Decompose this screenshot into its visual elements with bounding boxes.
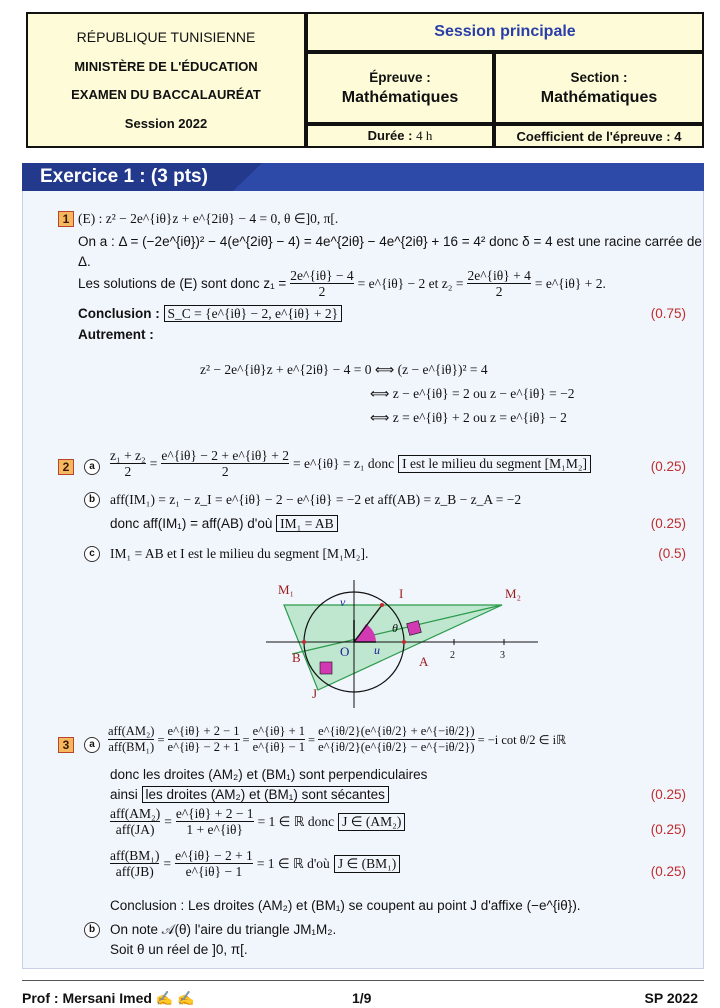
exam-label: EXAMEN DU BACCALAURÉAT (71, 87, 261, 103)
q3a-j2-frac (175, 848, 253, 879)
coefficient-cell: Coefficient de l'épreuve : 4 (496, 126, 702, 146)
label-I: I (399, 586, 404, 601)
q2a-eq: = (149, 455, 158, 471)
q2a-den: 2 (110, 463, 146, 479)
q3a-f3 (318, 724, 474, 755)
label-v: v (340, 595, 346, 609)
republic-label: RÉPUBLIQUE TUNISIENNE (76, 28, 256, 45)
q2c-score: (0.5) (658, 546, 686, 561)
q3a-boxed-secantes: les droites (AM₂) et (BM₁) sont sécantes (142, 786, 389, 803)
q3a-j1-num: aff(AM₂) (110, 806, 161, 821)
label-J: J (312, 686, 318, 701)
section-value: Mathématiques (540, 88, 658, 106)
q3a-j1-den: aff(JA) (110, 821, 160, 837)
q1-sol-pre: Les solutions de (E) sont donc z₁ = (78, 275, 287, 291)
q3a-j2-box: J ∈ (BM₁) (334, 855, 400, 873)
point-I (380, 603, 384, 607)
epreuve-value: Mathématiques (341, 88, 459, 106)
q3a-line3 (110, 787, 389, 803)
z1-den: 2 (290, 283, 353, 299)
label-u: u (374, 643, 380, 657)
point-A (402, 640, 406, 644)
z2-num: 2e^{iθ} + 4 (467, 268, 531, 283)
q3a-conclusion: Conclusion : Les droites (AM₂) et (BM₁) se coupent au point J d'affixe (−e^{iθ}). (110, 898, 581, 913)
q3a-j2-lhs (110, 848, 159, 879)
q3a-j1-f-num: e^{iθ} + 2 − 1 (175, 806, 254, 821)
right-angle-marker-2 (320, 662, 332, 674)
footer-divider (22, 980, 704, 981)
q3a-j1-lhs (110, 806, 160, 837)
q3a-f1-den: e^{iθ} − 2 + 1 (167, 740, 240, 754)
q1-sol-end: = e^{iθ} + 2. (534, 275, 606, 291)
q2a-num2: e^{iθ} − 2 + e^{iθ} + 2 (161, 448, 289, 463)
q1-autrement: Autrement : (78, 327, 154, 342)
q3a-line1: $\frac{\text{aff(AM₂)}}{\text{aff(BM₁)}}$ = $\frac{e\^{}\{i\theta\} + 2 - 1}{e\^{}\{i\theta\} - 2 + 1}$ = $\frac{e\^{}\{i\theta\} + 1}{e\^{}\{i\theta\} - 1}$ = $\frac{e\^{}\{i\theta/2\}(e\^{}\{i\theta/2\} + e\^{}\{-i\theta/2\})}{e\^{}\{i\theta/2\}(e\^{}\{i\theta/2\} - e\^{}\{-i\theta/2\})}$ = −i cot θ/2 ∈ iℝ (108, 724, 567, 754)
q1-alt-line3: ⟺ z = e^{iθ} + 2 ou z = e^{iθ} − 2 (370, 410, 567, 425)
epreuve-label: Épreuve : (369, 69, 431, 85)
q2b-line2 (110, 516, 338, 532)
q2a-score: (0.25) (650, 459, 686, 474)
triangle-JM1M2 (284, 605, 502, 690)
q1-alt-line2: ⟺ z − e^{iθ} = 2 ou z − e^{iθ} = −2 (370, 386, 575, 401)
label-A: A (419, 654, 429, 669)
tick-label-2: 2 (450, 650, 455, 661)
q3a-j1-rest: = 1 ∈ ℝ donc (257, 813, 335, 829)
q3a-j1-box: J ∈ (AM₂) (338, 813, 405, 831)
q3a-f2-num: e^{iθ} + 1 (252, 724, 306, 738)
q3b-line2: Soit θ un réel de ]0, π[. (110, 942, 248, 957)
q1-equation: (E) : z² − 2e^{iθ}z + e^{2iθ} − 4 = 0, θ ∈]0, π[. (78, 211, 339, 226)
q3a-lhs-num: aff(AM₂) (108, 724, 155, 738)
q2a-boxed-result: I est le milieu du segment [M₁M₂] (398, 455, 591, 473)
q1-delta: On a : Δ = (−2e^{iθ})² − 4(e^{2iθ} − 4) = 4e^{2iθ} − 4e^{2iθ} + 16 = 4² donc δ = 4 est une racine carrée de (78, 234, 702, 249)
q3a-f3-den: e^{iθ/2}(e^{iθ/2} − e^{−iθ/2}) (318, 740, 475, 754)
q3a-j2-den: aff(JB) (110, 863, 159, 879)
q3a-f2 (253, 724, 305, 755)
q1-sol-mid: = e^{iθ} − 2 et z₂ = (357, 275, 464, 291)
session-type: Session principale (308, 14, 702, 50)
q2c-line: IM₁ = AB et I est le milieu du segment [M₁M₂]. (110, 546, 369, 561)
q1-alt-line1: z² − 2e^{iθ}z + e^{2iθ} − 4 = 0 ⟺ (z − e^{iθ})² = 4 (200, 362, 488, 377)
q3a-j1-f-den: 1 + e^{iθ} (176, 821, 254, 837)
q1-solution-set: S_C = {e^{iθ} − 2, e^{iθ} + 2} (164, 305, 343, 322)
q3a-score1: (0.25) (650, 787, 686, 802)
q3a-j2-f-den: e^{iθ} − 1 (175, 863, 253, 879)
epreuve-cell (308, 54, 492, 122)
point-B (302, 640, 306, 644)
q3a-result: = −i cot θ/2 ∈ iℝ (477, 732, 567, 747)
session-label: Session 2022 (124, 116, 208, 132)
z2-fraction (467, 268, 530, 299)
q3a-j1-frac (176, 806, 254, 837)
section-label: Section : (570, 69, 628, 85)
q2-part-a-marker: a (84, 459, 100, 475)
q2a-rest: = e^{iθ} = z₁ donc (293, 455, 395, 471)
duration-label: Durée : (367, 128, 417, 143)
duration-cell (308, 126, 492, 146)
q2a-den2: 2 (161, 463, 289, 479)
q3a-f3-num: e^{iθ/2}(e^{iθ/2} + e^{−iθ/2}) (318, 724, 475, 738)
q3a-score3: (0.25) (650, 864, 686, 879)
exercise-banner (22, 163, 704, 191)
q2b-line2-pre: donc aff(IM₁) = aff(AB) d'où (110, 516, 273, 531)
q2-part-c-marker: c (84, 546, 100, 562)
q1-conclusion (78, 306, 342, 322)
q1-delta-cont: Δ. (78, 254, 91, 269)
footer-code: SP 2022 (644, 990, 698, 1006)
exam-header (26, 12, 704, 148)
label-theta: θ (392, 621, 398, 635)
q2-part-b-marker: b (84, 492, 100, 508)
q3a-f2-den: e^{iθ} − 1 (252, 740, 306, 754)
q1-solutions (78, 268, 606, 299)
z2-den: 2 (467, 283, 530, 299)
label-M1: M₁ (278, 582, 295, 597)
q2b-score: (0.25) (650, 516, 686, 531)
exercise-title: Exercice 1 : (3 pts) (40, 166, 208, 187)
footer-prof: Prof : Mersani Imed ✍ ✍ (22, 990, 195, 1006)
q1-score: (0.75) (650, 306, 686, 321)
q3a-line3-pre: ainsi (110, 787, 138, 802)
q3a-lhs (108, 724, 154, 755)
label-O: O (340, 644, 350, 659)
right-angle-marker-1 (407, 621, 422, 636)
q2a-line (110, 448, 591, 479)
q3b-line1: On note 𝒜(θ) l'aire du triangle JM₁M₂. (110, 922, 337, 937)
q3a-score2: (0.25) (650, 822, 686, 837)
q3a-lhs-den: aff(BM₁) (108, 740, 155, 754)
q2b-boxed-result: IM₁ = AB (276, 515, 338, 532)
question-number-1: 1 (58, 211, 74, 227)
q3a-f1 (168, 724, 240, 755)
q3-part-b-marker: b (84, 922, 100, 938)
q2a-frac2 (161, 448, 289, 479)
q3a-j2-line: $\frac{\text{aff(BM₁)}}{\text{aff(JB)}}$ = $\frac{e\^{}\{i\theta\} - 2 + 1}{e\^{}\{i\theta\} - 1}$ = 1 ∈ ℝ d'où J ∈ (BM₁) (110, 848, 400, 879)
question-number-3: 3 (58, 737, 74, 753)
q3a-j2-rest: = 1 ∈ ℝ d'où (256, 855, 330, 871)
z1-fraction (290, 268, 353, 299)
q3-part-a-marker: a (84, 737, 100, 753)
label-M2: M₂ (505, 586, 522, 601)
z1-num: 2e^{iθ} − 4 (290, 268, 354, 283)
geometry-figure (262, 576, 542, 712)
q3a-j1-line: $\frac{\text{aff(AM₂)}}{\text{aff(JA)}}$ = $\frac{e\^{}\{i\theta\} + 2 - 1}{1 + e\^{}\{i\theta\}}$ = 1 ∈ ℝ donc J ∈ (AM₂) (110, 806, 405, 837)
q1-concl-label: Conclusion : (78, 306, 160, 321)
q3a-j2-num: aff(BM₁) (110, 848, 160, 863)
q3a-f1-num: e^{iθ} + 2 − 1 (167, 724, 240, 738)
tick-label-3: 3 (500, 650, 505, 661)
duration-value: 4 h (416, 128, 433, 143)
q2b-line1: aff(IM₁) = z₁ − z_I = e^{iθ} − 2 − e^{iθ} = −2 et aff(AB) = z_B − z_A = −2 (110, 492, 522, 507)
q2a-frac1 (110, 448, 146, 479)
footer-page: 1/9 (352, 990, 372, 1006)
ministry-label: MINISTÈRE DE L'ÉDUCATION (74, 58, 258, 74)
q2a-num: z₁ + z₂ (110, 448, 146, 463)
q3a-line2: donc les droites (AM₂) et (BM₁) sont perpendiculaires (110, 767, 428, 782)
header-left-cell (28, 14, 304, 146)
label-B: B (292, 650, 301, 665)
section-cell (496, 54, 702, 122)
q3a-j2-f-num: e^{iθ} − 2 + 1 (175, 848, 253, 863)
question-number-2: 2 (58, 459, 74, 475)
